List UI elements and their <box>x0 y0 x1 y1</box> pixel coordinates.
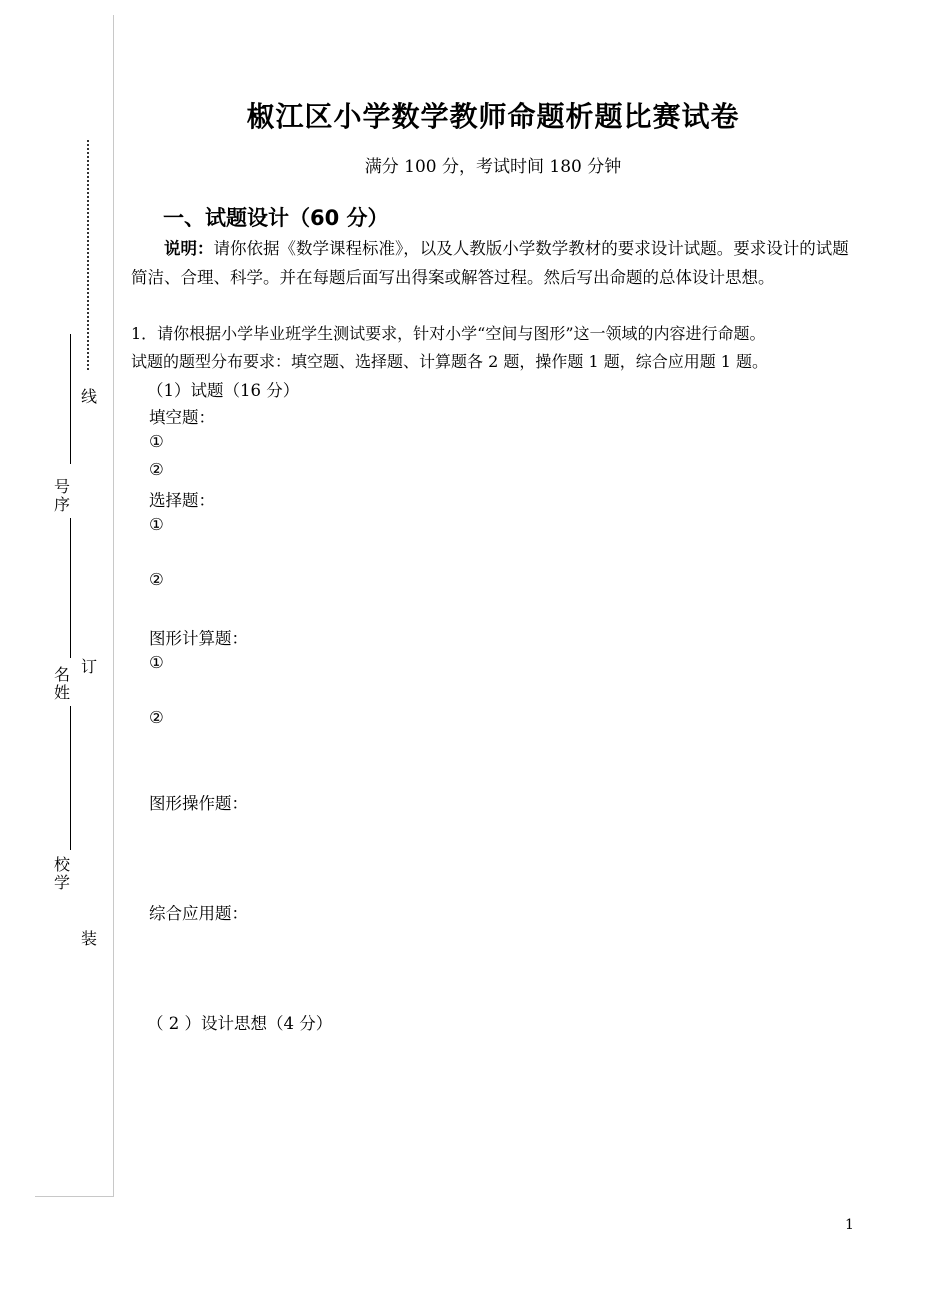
fill-blank-item-2: ② <box>149 460 164 479</box>
page-left-border <box>113 15 114 1197</box>
binding-label-zhuang: 装 <box>80 929 97 948</box>
binding-label-xian: 线 <box>80 387 97 406</box>
operation-label: 图形操作题： <box>149 794 248 813</box>
page-bottom-border <box>35 1196 114 1197</box>
part-1-heading: （1）试题（16 分） <box>147 381 300 400</box>
calc-item-2: ② <box>149 708 164 727</box>
instruction-paragraph <box>131 234 855 292</box>
exam-subtitle: 满分 100 分，考试时间 180 分钟 <box>364 157 622 177</box>
binding-line-2 <box>70 518 71 658</box>
binding-line-1 <box>70 334 71 464</box>
calc-label: 图形计算题： <box>149 629 248 648</box>
part-2-heading: （ 2 ）设计思想（4 分） <box>147 1014 333 1033</box>
calc-item-1: ① <box>149 653 164 672</box>
multiple-choice-label: 选择题： <box>149 491 215 510</box>
page-title: 椒江区小学数学教师命题析题比赛试卷 <box>246 100 740 133</box>
multiple-choice-item-2: ② <box>149 570 164 589</box>
binding-label-ding: 订 <box>80 657 97 676</box>
instruction-label: 说明： <box>164 239 214 258</box>
question-1-line-1: 1．请你根据小学毕业班学生测试要求，针对小学“空间与图形”这一领域的内容进行命题。 <box>131 324 766 343</box>
field-label-xuexiao: 校学 <box>53 855 70 892</box>
instruction-text: 请你依据《数学课程标准》，以及人教版小学数学教材的要求设计试题。要求设计的试题简洁、合理、科学。并在每题后面写出得案或解答过程。然后写出命题的总体设计思想。 <box>131 239 849 287</box>
question-1-line-2: 试题的题型分布要求：填空题、选择题、计算题各 2 题，操作题 1 题，综合应用题 1 题。 <box>131 352 769 371</box>
application-label: 综合应用题： <box>149 904 248 923</box>
multiple-choice-item-1: ① <box>149 515 164 534</box>
page-number: 1 <box>845 1217 854 1233</box>
field-label-xuhao: 号序 <box>53 477 70 514</box>
section-heading: 一、试题设计（60 分） <box>163 206 389 230</box>
fill-blank-label: 填空题： <box>149 408 215 427</box>
field-label-xingming: 名姓 <box>53 665 70 702</box>
fill-blank-item-1: ① <box>149 432 164 451</box>
binding-line-3 <box>70 706 71 850</box>
